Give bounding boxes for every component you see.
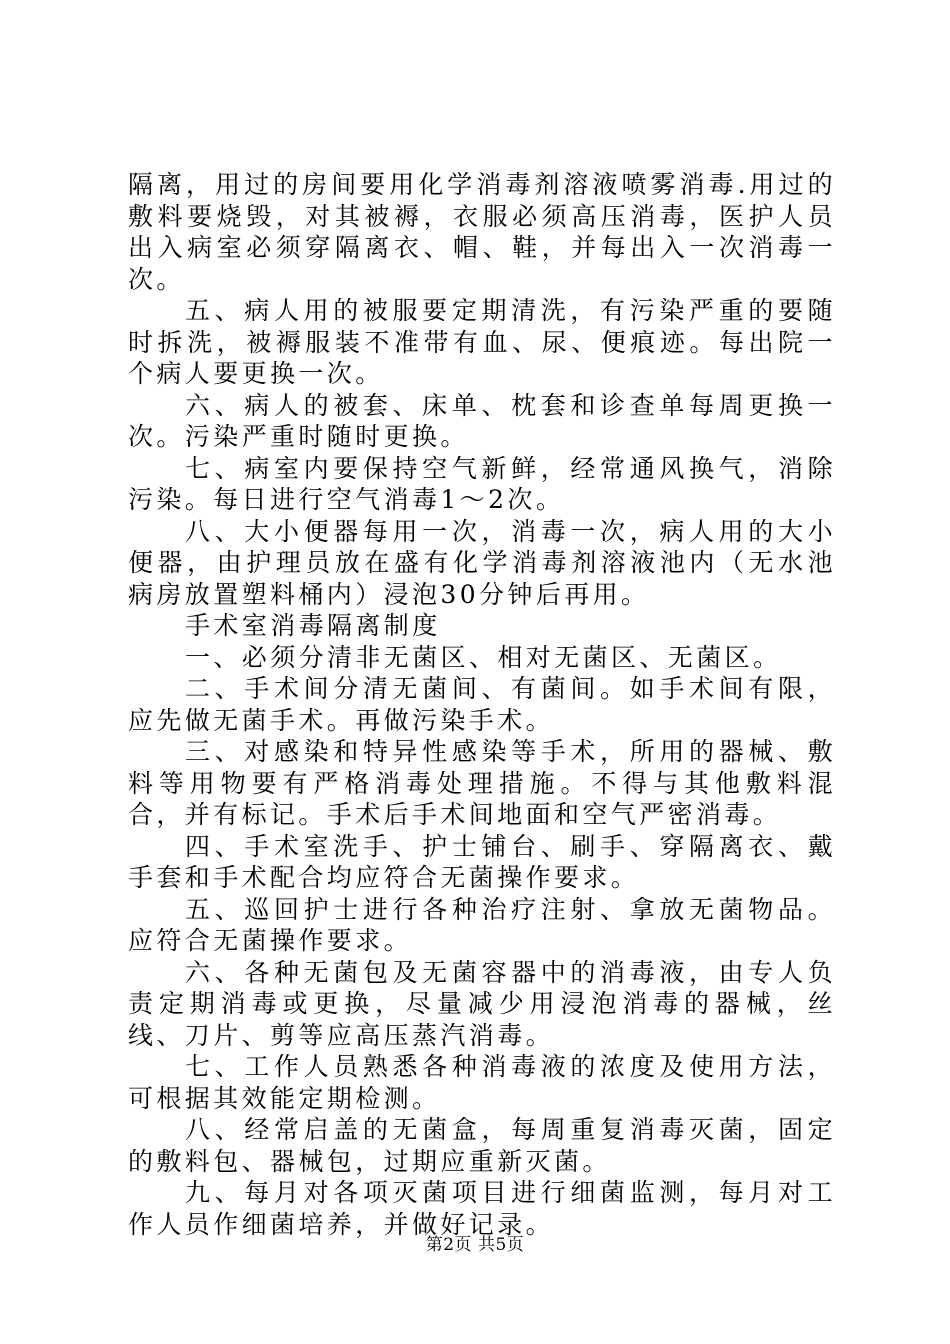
paragraph: 七、工作人员熟悉各种消毒液的浓度及使用方法，可根据其效能定期检测。	[128, 1052, 836, 1113]
document-body	[128, 169, 836, 1240]
page-number: 第2页 共5页	[425, 1235, 525, 1255]
paragraph: 三、对感染和特异性感染等手术，所用的器械、敷料等用物要有严格消毒处理措施。不得与其他敷料混合，并有标记。手术后手术间地面和空气严密消毒。	[128, 737, 836, 829]
paragraph: 隔离，用过的房间要用化学消毒剂溶液喷雾消毒.用过的敷料要烧毁，对其被褥，衣服必须高压消毒，医护人员出入病室必须穿隔离衣、帽、鞋，并每出入一次消毒一次。	[128, 170, 836, 294]
section-heading: 手术室消毒隔离制度	[185, 611, 441, 640]
paragraph: 五、巡回护士进行各种治疗注射、拿放无菌物品。应符合无菌操作要求。	[128, 894, 836, 955]
paragraph: 四、手术室洗手、护士铺台、刷手、穿隔离衣、戴手套和手术配合均应符合无菌操作要求。	[128, 831, 836, 892]
paragraph: 六、各种无菌包及无菌容器中的消毒液，由专人负责定期消毒或更换，尽量减少用浸泡消毒的器械，丝线、刀片、剪等应高压蒸汽消毒。	[128, 957, 836, 1050]
paragraph: 六、病人的被套、床单、枕套和诊查单每周更换一次。污染严重时随时更换。	[128, 390, 836, 451]
paragraph: 八、大小便器每用一次，消毒一次，病人用的大小便器，由护理员放在盛有化学消毒剂溶液池内（无水池病房放置塑料桶内）浸泡30分钟后再用。	[128, 516, 836, 609]
paragraph: 二、手术间分清无菌间、有菌间。如手术间有限，应先做无菌手术。再做污染手术。	[128, 674, 836, 735]
paragraph: 一、必须分清非无菌区、相对无菌区、无菌区。	[185, 642, 782, 672]
paragraph: 五、病人用的被服要定期清洗，有污染严重的要随时拆洗，被褥服装不准带有血、尿、便痕迹。每出院一个病人要更换一次。	[128, 296, 836, 388]
paragraph: 九、每月对各项灭菌项目进行细菌监测，每月对工作人员作细菌培养，并做好记录。	[128, 1178, 836, 1239]
paragraph: 七、病室内要保持空气新鲜，经常通风换气，消除污染。每日进行空气消毒1～2次。	[128, 453, 836, 514]
paragraph: 八、经常启盖的无菌盒，每周重复消毒灭菌，固定的敷料包、器械包，过期应重新灭菌。	[128, 1115, 836, 1176]
